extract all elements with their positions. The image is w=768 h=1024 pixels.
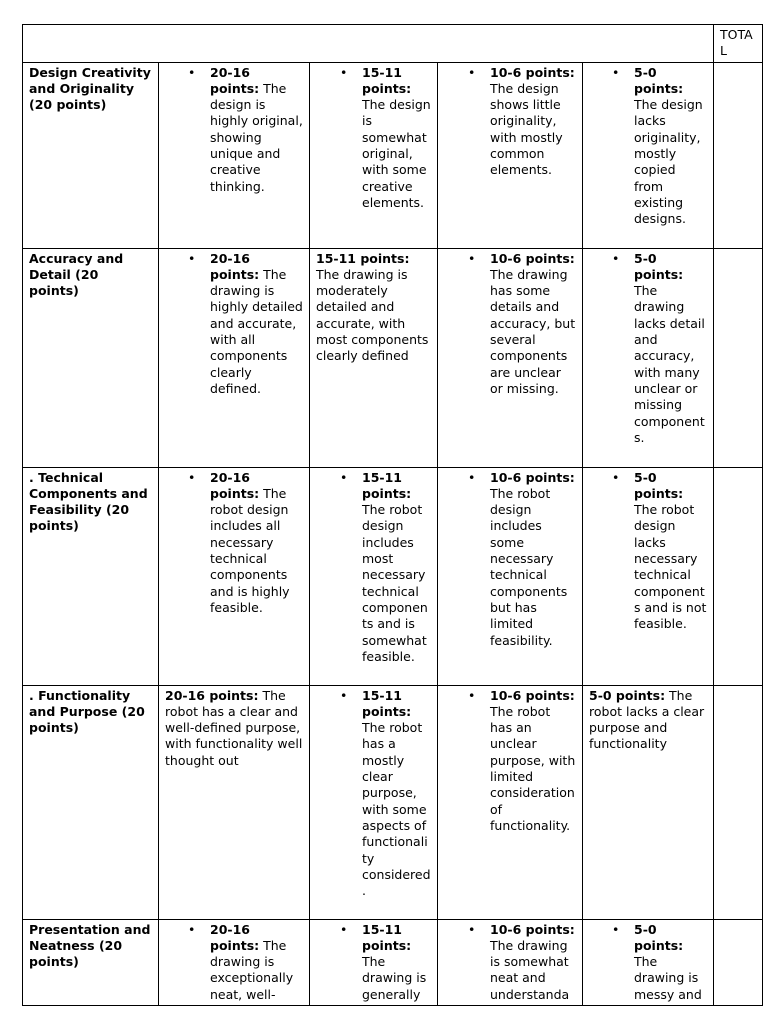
- level-description: The drawing is exceptionally neat, well-: [210, 937, 294, 1002]
- level-item: [210, 470, 303, 617]
- level-description: The robot has a clear and well-defined purpose, with functionality well thought out: [165, 687, 303, 768]
- points-label: 20-16 points:: [210, 64, 260, 96]
- level-item: [210, 922, 303, 1003]
- level-description: The robot has a mostly clear purpose, with some aspects of functionality considered.: [362, 720, 431, 899]
- level-description: The robot lacks a clear purpose and functionality: [589, 687, 705, 752]
- table-row: [23, 62, 763, 248]
- level-cell: [310, 467, 438, 685]
- level-cell: [438, 248, 583, 467]
- points-label: 20-16 points:: [210, 250, 260, 282]
- points-label: 10-6 points:: [490, 469, 575, 485]
- points-label: 15-11 points:: [362, 921, 412, 953]
- criterion-cell: Accuracy and Detail (20 points): [23, 248, 159, 467]
- points-label: 15-11 points:: [362, 469, 412, 501]
- points-label: 5-0 points:: [634, 469, 684, 501]
- level-item: [634, 470, 707, 633]
- level-description: The drawing is highly detailed and accurate, with all components clearly defined.: [210, 266, 303, 396]
- level-cell: [159, 685, 310, 919]
- level-description: The robot has an unclear purpose, with limited consideration of functionality.: [490, 703, 576, 833]
- level-cell: [583, 62, 714, 248]
- level-item: [362, 470, 431, 666]
- level-cell: [310, 248, 438, 467]
- level-item: [490, 251, 576, 398]
- points-label: 5-0 points:: [634, 921, 684, 953]
- level-item: [634, 65, 707, 228]
- level-item: [210, 251, 303, 398]
- points-label: 10-6 points:: [490, 250, 575, 266]
- level-cell: [438, 467, 583, 685]
- points-label: 5-0 points:: [589, 687, 666, 703]
- total-header: TOTAL: [714, 25, 763, 63]
- level-item: [490, 688, 576, 835]
- level-item: [490, 470, 576, 649]
- level-cell: [159, 248, 310, 467]
- level-description: The drawing has some details and accuracy, but several components are unclear or missing.: [490, 266, 576, 396]
- criterion-cell: Presentation and Neatness (20 points): [23, 919, 159, 1005]
- rubric-table: [22, 24, 763, 1006]
- points-label: 5-0 points:: [634, 250, 684, 282]
- level-description: The design shows little originality, with mostly common elements.: [490, 80, 563, 178]
- points-label: 10-6 points:: [490, 687, 575, 703]
- level-item: [362, 922, 431, 1003]
- level-cell: [438, 685, 583, 919]
- points-label: 15-11 points:: [316, 250, 410, 266]
- table-row: [23, 248, 763, 467]
- points-label: 15-11 points:: [362, 64, 412, 96]
- total-cell: [714, 919, 763, 1005]
- level-cell: [583, 919, 714, 1005]
- points-label: 5-0 points:: [634, 64, 684, 96]
- level-description: The design lacks originality, mostly copied from existing designs.: [634, 97, 703, 227]
- level-description: The design is somewhat original, with some creative elements.: [362, 97, 431, 210]
- table-row: [23, 685, 763, 919]
- level-description: The drawing is somewhat neat and understanda: [490, 937, 570, 1002]
- level-item: [362, 65, 431, 212]
- level-cell: [310, 685, 438, 919]
- criterion-cell: . Technical Components and Feasibility (20 points): [23, 467, 159, 685]
- level-item: [362, 688, 431, 900]
- total-cell: [714, 467, 763, 685]
- level-cell: [438, 62, 583, 248]
- level-item: [490, 922, 576, 1003]
- level-item: [490, 65, 576, 179]
- level-description: The drawing is moderately detailed and accurate, with most components clearly defined: [316, 266, 429, 364]
- level-cell: [583, 467, 714, 685]
- header-row: [23, 25, 763, 63]
- points-label: 15-11 points:: [362, 687, 412, 719]
- points-label: 20-16 points:: [165, 687, 259, 703]
- header-cell-blank: [23, 25, 714, 63]
- level-cell: [159, 919, 310, 1005]
- level-description: The robot design includes all necessary technical components and is highly feasible.: [210, 485, 290, 615]
- points-label: 20-16 points:: [210, 921, 260, 953]
- table-row: [23, 467, 763, 685]
- level-description: The robot design includes most necessary technical components and is somewhat feasible.: [362, 502, 428, 664]
- level-cell: [310, 62, 438, 248]
- points-label: 20-16 points:: [210, 469, 260, 501]
- level-cell: [310, 919, 438, 1005]
- level-cell: [583, 685, 714, 919]
- level-description: The drawing is generally: [362, 954, 427, 1002]
- level-item: [634, 251, 707, 447]
- level-cell: [438, 919, 583, 1005]
- level-cell: [159, 62, 310, 248]
- level-description: The robot design lacks necessary technical components and is not feasible.: [634, 502, 707, 632]
- points-label: 10-6 points:: [490, 64, 575, 80]
- level-item: [634, 922, 707, 1003]
- total-cell: [714, 685, 763, 919]
- level-description: The design is highly original, showing unique and creative thinking.: [210, 80, 303, 194]
- total-cell: [714, 62, 763, 248]
- level-cell: [583, 248, 714, 467]
- criterion-cell: . Functionality and Purpose (20 points): [23, 685, 159, 919]
- total-cell: [714, 248, 763, 467]
- table-row: [23, 919, 763, 1005]
- criterion-cell: Design Creativity and Originality (20 points): [23, 62, 159, 248]
- level-description: The drawing is messy and: [634, 954, 702, 1002]
- level-item: [210, 65, 303, 195]
- points-label: 10-6 points:: [490, 921, 575, 937]
- level-description: The robot design includes some necessary technical components but has limited feasibility.: [490, 485, 568, 648]
- level-description: The drawing lacks detail and accuracy, with many unclear or missing components.: [634, 283, 705, 445]
- level-cell: [159, 467, 310, 685]
